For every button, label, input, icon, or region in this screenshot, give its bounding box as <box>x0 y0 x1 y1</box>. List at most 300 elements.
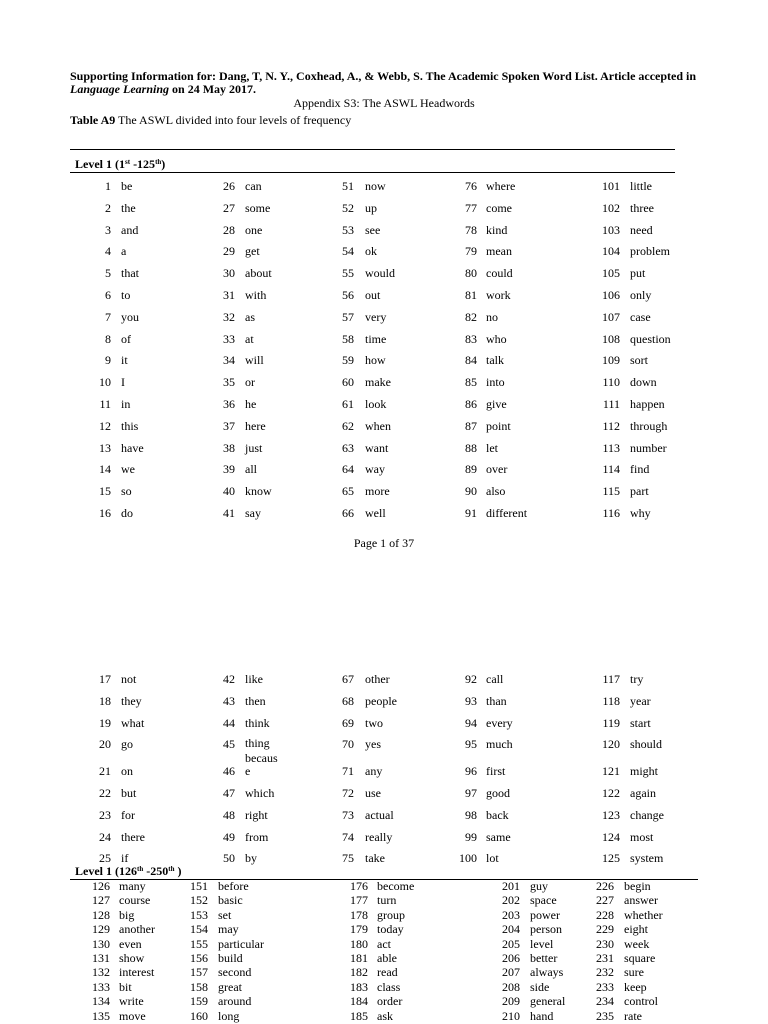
rank-number: 59 <box>342 353 354 368</box>
headword: know <box>245 484 272 499</box>
headword: really <box>365 830 393 844</box>
headword: do <box>121 506 133 520</box>
rank-number: 62 <box>342 418 354 433</box>
headword: or <box>245 375 255 390</box>
headword: would <box>365 266 395 281</box>
headword: only <box>630 288 652 302</box>
rank-number: 79 <box>465 244 477 259</box>
rank-number: 179 <box>350 922 368 937</box>
rank-number: 84 <box>465 353 477 368</box>
headword: act <box>377 936 391 951</box>
headword: particular <box>218 936 264 951</box>
headword: class <box>377 979 401 994</box>
rank-number: 119 <box>602 716 620 730</box>
rank-number: 60 <box>342 375 354 390</box>
headword: out <box>365 288 381 302</box>
rank-number: 228 <box>596 907 614 922</box>
headword: two <box>365 716 383 730</box>
headword: thing <box>245 736 270 750</box>
rank-number: 113 <box>602 440 620 455</box>
rank-number: 20 <box>99 737 111 751</box>
headword: get <box>245 244 260 259</box>
headword: put <box>630 266 646 281</box>
headword: give <box>486 397 507 411</box>
rank-number: 157 <box>190 965 208 980</box>
rank-number: 94 <box>465 716 477 730</box>
rank-number: 91 <box>465 506 477 520</box>
headword: even <box>119 936 142 951</box>
rank-number: 33 <box>223 331 235 346</box>
headword: talk <box>486 353 504 368</box>
citation-line-1: Supporting Information for: Dang, T, N. Y., Coxhead, A., & Webb, S. The Academic Spoken Word List. Article accepted in <box>70 69 697 83</box>
rank-number: 151 <box>190 879 208 893</box>
rank-number: 53 <box>342 222 354 237</box>
headword: than <box>486 694 507 708</box>
rank-number: 43 <box>223 694 235 708</box>
headword: turn <box>377 893 397 908</box>
headword: use <box>365 786 381 800</box>
rank-number: 87 <box>465 418 477 433</box>
headword: much <box>486 737 513 751</box>
rank-number: 116 <box>602 506 620 520</box>
headword: and <box>121 222 139 237</box>
rank-number: 176 <box>350 879 368 893</box>
rank-number: 156 <box>190 951 208 965</box>
headword: big <box>119 907 135 922</box>
headword: keep <box>624 979 647 994</box>
acceptance-date: on 24 May 2017. <box>169 82 257 96</box>
headword: rate <box>624 1008 642 1023</box>
rank-number: 7 <box>105 309 111 324</box>
rank-number: 64 <box>342 462 354 477</box>
rank-number: 57 <box>342 309 354 324</box>
headword: think <box>245 716 270 730</box>
headword: may <box>218 922 239 937</box>
wrapped-word-fragment: becaus <box>245 751 278 765</box>
headword: happen <box>630 397 665 411</box>
rank-number: 182 <box>350 965 368 980</box>
headword: over <box>486 462 508 477</box>
headword: hand <box>530 1008 554 1023</box>
rank-number: 54 <box>342 244 354 259</box>
rank-number: 129 <box>92 922 110 937</box>
rank-number: 1 <box>105 179 111 193</box>
headword: system <box>630 851 664 865</box>
headword: whether <box>624 907 663 922</box>
table-top-rule <box>70 149 675 150</box>
rank-number: 160 <box>190 1008 208 1023</box>
rank-number: 234 <box>596 994 614 1009</box>
headword: as <box>245 309 255 324</box>
headword: work <box>486 288 511 302</box>
rank-number: 17 <box>99 672 111 686</box>
rank-number: 12 <box>99 418 111 433</box>
headword: side <box>530 979 550 994</box>
rank-number: 16 <box>99 506 111 520</box>
headword: little <box>630 179 652 193</box>
rank-number: 122 <box>602 786 620 800</box>
rank-number: 229 <box>596 922 614 937</box>
headword: question <box>630 331 671 346</box>
headword: move <box>119 1008 146 1023</box>
headword: be <box>121 179 133 193</box>
rank-number: 46 <box>223 764 235 778</box>
headword: time <box>365 331 387 346</box>
rank-number: 158 <box>190 979 208 994</box>
rank-number: 126 <box>92 879 110 893</box>
rank-number: 112 <box>602 418 620 433</box>
rank-number: 88 <box>465 440 477 455</box>
rank-number: 41 <box>223 506 235 520</box>
headword: control <box>624 994 658 1009</box>
rank-number: 178 <box>350 907 368 922</box>
headword: will <box>245 353 264 368</box>
headword: person <box>530 922 562 937</box>
headword: interest <box>119 965 155 980</box>
headword: it <box>121 353 128 368</box>
headword: could <box>486 266 513 281</box>
rank-number: 114 <box>602 462 620 477</box>
rank-number: 233 <box>596 979 614 994</box>
headword: around <box>218 994 252 1009</box>
rank-number: 65 <box>342 484 354 499</box>
headword: change <box>630 808 664 822</box>
headword: begin <box>624 879 651 893</box>
headword: mean <box>486 244 512 259</box>
rank-number: 107 <box>602 309 620 324</box>
headword: through <box>630 418 668 433</box>
headword: long <box>218 1008 240 1023</box>
rank-number: 63 <box>342 440 354 455</box>
rank-number: 106 <box>602 288 620 302</box>
rank-number: 152 <box>190 893 208 908</box>
level-1-heading: Level 1 (1st -125th) <box>75 157 166 171</box>
headword: try <box>630 672 644 686</box>
headword: there <box>121 830 145 844</box>
headword: down <box>630 375 657 390</box>
headword: for <box>121 808 135 822</box>
rank-number: 35 <box>223 375 235 390</box>
headword: ok <box>365 244 377 259</box>
rank-number: 18 <box>99 694 111 708</box>
rank-number: 181 <box>350 951 368 965</box>
headword: same <box>486 830 511 844</box>
headword: great <box>218 979 242 994</box>
headword: another <box>119 922 155 937</box>
headword: no <box>486 309 498 324</box>
headword: sort <box>630 353 648 368</box>
headword: order <box>377 994 403 1009</box>
headword: you <box>121 309 139 324</box>
headword: how <box>365 353 386 368</box>
headword: so <box>121 484 132 499</box>
headword: square <box>624 951 656 965</box>
headword: ask <box>377 1008 393 1023</box>
headword: e <box>245 764 251 778</box>
headword: take <box>365 851 385 865</box>
rank-number: 183 <box>350 979 368 994</box>
rank-number: 51 <box>342 179 354 193</box>
rank-number: 69 <box>342 716 354 730</box>
headword: number <box>630 440 667 455</box>
headword: in <box>121 397 131 411</box>
headword: when <box>365 418 391 433</box>
headword: case <box>630 309 651 324</box>
rank-number: 128 <box>92 907 110 922</box>
rank-number: 121 <box>602 764 620 778</box>
headword: we <box>121 462 135 477</box>
rank-number: 73 <box>342 808 354 822</box>
headword: make <box>365 375 391 390</box>
rank-number: 97 <box>465 786 477 800</box>
rank-number: 115 <box>602 484 620 499</box>
rank-number: 13 <box>99 440 111 455</box>
headword: let <box>486 440 498 455</box>
rank-number: 70 <box>342 737 354 751</box>
headword: many <box>119 879 146 893</box>
headword: back <box>486 808 509 822</box>
headword: very <box>365 309 387 324</box>
headword: then <box>245 694 266 708</box>
headword: course <box>119 893 151 908</box>
rank-number: 108 <box>602 331 620 346</box>
rank-number: 201 <box>502 879 520 893</box>
rank-number: 177 <box>350 893 368 908</box>
headword: read <box>377 965 398 980</box>
rank-number: 45 <box>223 737 235 751</box>
rank-number: 52 <box>342 200 354 215</box>
rank-number: 104 <box>602 244 620 259</box>
headword: I <box>121 375 125 390</box>
rank-number: 210 <box>502 1008 520 1023</box>
rank-number: 135 <box>92 1008 110 1023</box>
rank-number: 72 <box>342 786 354 800</box>
rank-number: 202 <box>502 893 520 908</box>
rank-number: 203 <box>502 907 520 922</box>
headword: group <box>377 907 405 922</box>
headword: one <box>245 222 263 237</box>
rank-number: 96 <box>465 764 477 778</box>
headword: now <box>365 179 386 193</box>
table-caption <box>70 113 351 128</box>
headword: problem <box>630 244 670 259</box>
headword: any <box>365 764 383 778</box>
headword: right <box>245 808 268 822</box>
headword: week <box>624 936 650 951</box>
rank-number: 125 <box>602 851 620 865</box>
rank-number: 22 <box>99 786 111 800</box>
headword: space <box>530 893 557 908</box>
rank-number: 3 <box>105 222 111 237</box>
rank-number: 103 <box>602 222 620 237</box>
rank-number: 89 <box>465 462 477 477</box>
citation-line-2 <box>70 82 256 97</box>
headword: go <box>121 737 133 751</box>
headword: most <box>630 830 654 844</box>
rank-number: 67 <box>342 672 354 686</box>
headword: come <box>486 200 512 215</box>
journal-name: Language Learning <box>70 82 170 96</box>
rank-number: 24 <box>99 830 111 844</box>
rank-number: 95 <box>465 737 477 751</box>
headword: become <box>377 879 415 893</box>
rank-number: 155 <box>190 936 208 951</box>
headword: all <box>245 462 257 477</box>
headword: want <box>365 440 389 455</box>
level-1b-heading: Level 1 (126th -250th ) <box>75 864 182 878</box>
rank-number: 11 <box>99 397 111 411</box>
headword: every <box>486 716 513 730</box>
headword: say <box>245 506 261 520</box>
rank-number: 14 <box>99 462 111 477</box>
rank-number: 105 <box>602 266 620 281</box>
headword: about <box>245 266 272 281</box>
rank-number: 123 <box>602 808 620 822</box>
rank-number: 231 <box>596 951 614 965</box>
rank-number: 15 <box>99 484 111 499</box>
rank-number: 90 <box>465 484 477 499</box>
rank-number: 71 <box>342 764 354 778</box>
headword: yes <box>365 737 381 751</box>
table-label: Table A9 <box>70 113 116 127</box>
headword: what <box>121 716 145 730</box>
table-caption-text: The ASWL divided into four levels of frequency <box>115 113 352 127</box>
rank-number: 19 <box>99 716 111 730</box>
headword: who <box>486 331 507 346</box>
headword: part <box>630 484 649 499</box>
rank-number: 9 <box>105 353 111 368</box>
rank-number: 66 <box>342 506 354 520</box>
rank-number: 101 <box>602 179 620 193</box>
headword: again <box>630 786 656 800</box>
headword: lot <box>486 851 499 865</box>
headword: year <box>630 694 651 708</box>
headword: a <box>121 244 127 259</box>
rank-number: 56 <box>342 288 354 302</box>
rank-number: 92 <box>465 672 477 686</box>
rank-number: 99 <box>465 830 477 844</box>
rank-number: 29 <box>223 244 235 259</box>
headword: better <box>530 951 558 965</box>
rank-number: 47 <box>223 786 235 800</box>
headword: on <box>121 764 133 778</box>
headword: always <box>530 965 564 980</box>
rank-number: 28 <box>223 222 235 237</box>
headword: show <box>119 951 145 965</box>
rank-number: 206 <box>502 951 520 965</box>
rank-number: 205 <box>502 936 520 951</box>
rank-number: 111 <box>602 397 620 411</box>
headword: where <box>486 179 516 193</box>
headword: well <box>365 506 386 520</box>
rank-number: 204 <box>502 922 520 937</box>
rank-number: 44 <box>223 716 235 730</box>
rank-number: 37 <box>223 418 235 433</box>
rank-number: 117 <box>602 672 620 686</box>
headword: people <box>365 694 397 708</box>
rank-number: 153 <box>190 907 208 922</box>
headword: bit <box>119 979 132 994</box>
rank-number: 184 <box>350 994 368 1009</box>
headword: more <box>365 484 390 499</box>
rank-number: 38 <box>223 440 235 455</box>
rank-number: 2 <box>105 200 111 215</box>
rank-number: 209 <box>502 994 520 1009</box>
headword: with <box>245 288 267 302</box>
rank-number: 48 <box>223 808 235 822</box>
headword: eight <box>624 922 648 937</box>
rank-number: 50 <box>223 851 235 865</box>
rank-number: 118 <box>602 694 620 708</box>
rank-number: 98 <box>465 808 477 822</box>
rank-number: 124 <box>602 830 620 844</box>
rank-number: 232 <box>596 965 614 980</box>
rank-number: 58 <box>342 331 354 346</box>
headword: that <box>121 266 139 281</box>
headword: have <box>121 440 144 455</box>
rank-number: 49 <box>223 830 235 844</box>
rank-number: 27 <box>223 200 235 215</box>
rank-number: 77 <box>465 200 477 215</box>
rank-number: 185 <box>350 1008 368 1023</box>
headword: write <box>119 994 144 1009</box>
rank-number: 82 <box>465 309 477 324</box>
headword: they <box>121 694 142 708</box>
headword: see <box>365 222 381 237</box>
headword: of <box>121 331 131 346</box>
rank-number: 227 <box>596 893 614 908</box>
rank-number: 102 <box>602 200 620 215</box>
rank-number: 100 <box>459 851 477 865</box>
headword: find <box>630 462 650 477</box>
appendix-title: Appendix S3: The ASWL Headwords <box>293 96 475 110</box>
rank-number: 235 <box>596 1008 614 1023</box>
rank-number: 110 <box>602 375 620 390</box>
rank-number: 42 <box>223 672 235 686</box>
rank-number: 39 <box>223 462 235 477</box>
headword: but <box>121 786 137 800</box>
headword: answer <box>624 893 658 908</box>
headword: guy <box>530 879 548 893</box>
headword: from <box>245 830 269 844</box>
page-footer: Page 1 of 37 <box>353 536 415 550</box>
headword: different <box>486 506 528 520</box>
headword: other <box>365 672 390 686</box>
headword: the <box>121 200 136 215</box>
rank-number: 21 <box>99 764 111 778</box>
rank-number: 78 <box>465 222 477 237</box>
rank-number: 132 <box>92 965 110 980</box>
headword: also <box>486 484 506 499</box>
rank-number: 81 <box>465 288 477 302</box>
rank-number: 76 <box>465 179 477 193</box>
rank-number: 85 <box>465 375 477 390</box>
rank-number: 10 <box>99 375 111 390</box>
rank-number: 133 <box>92 979 110 994</box>
rank-number: 109 <box>602 353 620 368</box>
rank-number: 134 <box>92 994 110 1009</box>
rank-number: 131 <box>92 951 110 965</box>
headword: actual <box>365 808 394 822</box>
rank-number: 40 <box>223 484 235 499</box>
headword: by <box>245 851 257 865</box>
headword: at <box>245 331 254 346</box>
headword: just <box>245 440 263 455</box>
rank-number: 6 <box>105 288 111 302</box>
rank-number: 32 <box>223 309 235 324</box>
headword: way <box>365 462 385 477</box>
rank-number: 55 <box>342 266 354 281</box>
